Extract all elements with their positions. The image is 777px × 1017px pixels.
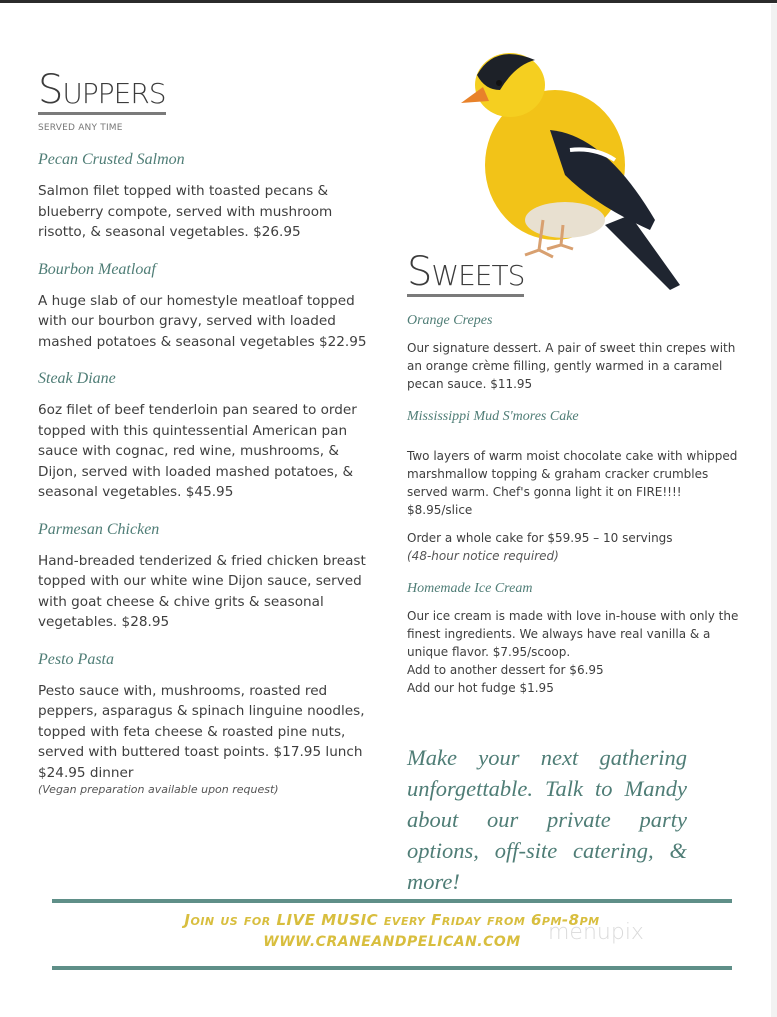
footer-rule-bottom: [52, 966, 732, 970]
suppers-heading: Suppers: [38, 67, 166, 113]
menu-item: [407, 313, 747, 393]
menu-item: [38, 261, 368, 353]
item-note: (Vegan preparation available upon request): [38, 783, 279, 796]
footer-rule-top: [52, 899, 732, 903]
item-description: 6oz filet of beef tenderloin pan seared to order topped with this quintessential American pan sauce with cognac, red wine, mushrooms, & Dijon, served with loaded mashed potatoes, & seasonal vegetables. $45.95: [38, 402, 357, 500]
item-description: Our ice cream is made with love in-house with only the finest ingredients. We always have real vanilla & a unique flavor. $7.95/scoop.: [407, 609, 739, 659]
suppers-section: [38, 67, 368, 797]
item-description: Pesto sauce with, mushrooms, roasted red peppers, asparagus & spinach linguine noodles, topped with feta cheese & roasted pine nuts, served with buttered toast points. $17.95 lunch $24.95 dinner: [38, 682, 365, 781]
item-description: Our signature dessert. A pair of sweet thin crepes with an orange crème filling, gently warmed in a caramel pecan sauce. $11.95: [407, 341, 736, 391]
item-description: Two layers of warm moist chocolate cake with whipped marshmallow topping & graham cracker crumbles served warm. Chef's gonna light it on FIRE!!!! $8.95/slice: [407, 449, 738, 517]
item-name: Pesto Pasta: [38, 650, 114, 668]
item-addon: Add our hot fudge $1.95: [407, 681, 554, 695]
top-border: [0, 0, 777, 3]
menu-item: [38, 521, 368, 633]
menu-item: [38, 151, 368, 243]
private-party-promo: Make your next gathering unforgettable. Talk to Mandy about our private party options, off-site catering, & more!: [407, 745, 687, 894]
live-music-banner: Join us for LIVE MUSIC every Friday from 6pm-8pm: [184, 911, 600, 929]
item-name: Homemade Ice Cream: [407, 581, 533, 596]
item-name: Orange Crepes: [407, 313, 493, 328]
item-name: Parmesan Chicken: [38, 520, 160, 538]
menu-item: [38, 651, 368, 798]
item-description: Salmon filet topped with toasted pecans & blueberry compote, served with mushroom risotto, & seasonal vegetables. $26.95: [38, 183, 333, 240]
item-addon: Add to another dessert for $6.95: [407, 663, 604, 677]
suppers-subtitle: SERVED ANY TIME: [38, 123, 123, 133]
sweets-section: [407, 249, 747, 697]
item-name: Pecan Crusted Salmon: [38, 151, 185, 168]
menu-item: [407, 581, 747, 697]
sweets-heading: Sweets: [407, 249, 525, 295]
item-description: A huge slab of our homestyle meatloaf topped with our bourbon gravy, served with loaded mashed potatoes & seasonal vegetables $22.95: [38, 292, 367, 350]
menu-item: [38, 370, 368, 503]
item-description: Hand-breaded tenderized & fried chicken breast topped with our white wine Dijon sauce, served with goat cheese & chive grits & seasonal vegetables. $28.95: [38, 552, 366, 630]
item-extra: Order a whole cake for $59.95 – 10 servings: [407, 531, 673, 545]
website-link[interactable]: WWW.CRANEANDPELICAN.COM: [263, 934, 521, 950]
item-name: Steak Diane: [38, 370, 116, 387]
watermark: menupix: [548, 920, 644, 945]
menu-item: [407, 409, 747, 565]
item-note: (48-hour notice required): [407, 549, 559, 563]
page-edge: [771, 4, 777, 1017]
item-name: Bourbon Meatloaf: [38, 260, 156, 278]
item-name: Mississippi Mud S'mores Cake: [407, 409, 579, 424]
